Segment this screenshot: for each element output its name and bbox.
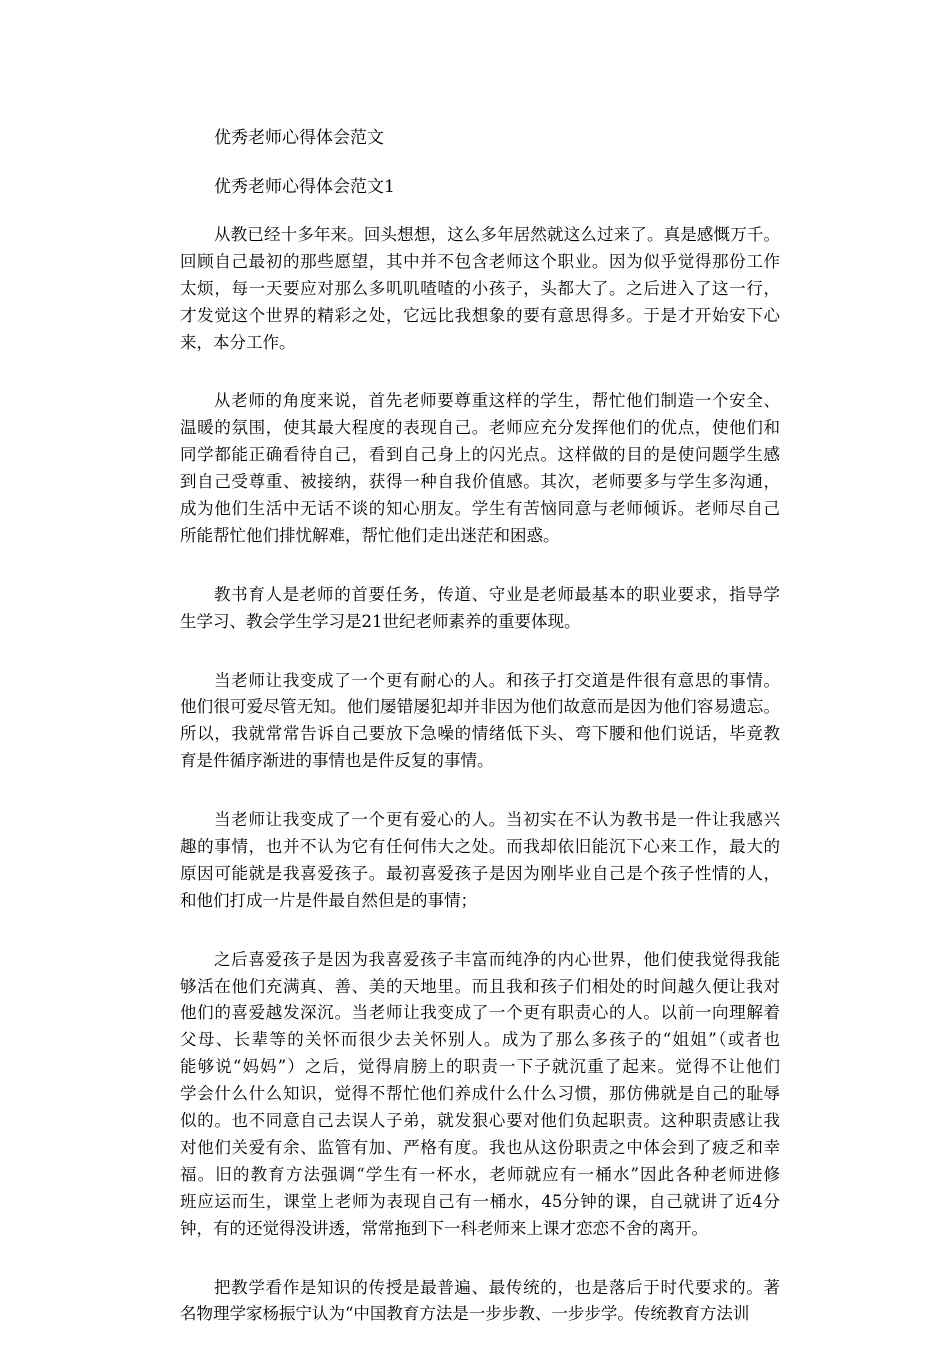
- paragraph-line: 才发觉这个世界的精彩之处，它远比我想象的要有意思得多。于是才开始安下心: [180, 305, 780, 325]
- paragraph-line: 从老师的角度来说，首先老师要尊重这样的学生，帮忙他们制造一个安全、: [214, 391, 780, 411]
- body-paragraph: [180, 222, 780, 356]
- paragraph-line: 温暖的氛围，使其最大程度的表现自己。老师应充分发挥他们的优点，使他们和: [180, 418, 780, 438]
- paragraph-line: 原因可能就是我喜爱孩子。最初喜爱孩子是因为刚毕业自己是个孩子性情的人，: [180, 863, 780, 883]
- body-paragraph: [180, 947, 780, 1243]
- paragraph-line: 和他们打成一片是件最自然但是的事情；: [180, 890, 477, 910]
- paragraph-line: 趣的事情，也并不认为它有任何伟大之处。而我却依旧能沉下心来工作，最大的: [180, 837, 780, 857]
- paragraph-line: 够活在他们充满真、善、美的天地里。而且我和孩子们相处的时间越久便让我对: [180, 976, 780, 996]
- body-paragraph: [180, 668, 780, 776]
- body-paragraph: [180, 1275, 780, 1329]
- paragraph-line: 成为他们生活中无话不谈的知心朋友。学生有苦恼同意与老师倾诉。老师尽自己: [180, 499, 780, 519]
- paragraph-line: 来，本分工作。: [180, 332, 296, 352]
- paragraph-line: 太烦，每一天要应对那么多叽叽喳喳的小孩子，头都大了。之后进入了这一行，: [180, 278, 780, 298]
- paragraph-line: 到自己受尊重、被接纳，获得一种自我价值感。其次，老师要多与学生多沟通，: [180, 472, 780, 492]
- paragraph-line: 生学习、教会学生学习是21世纪老师素养的重要体现。: [180, 611, 581, 631]
- body-paragraph: [180, 582, 780, 636]
- paragraph-line: 他们的喜爱越发深沉。当老师让我变成了一个更有职责心的人。以前一向理解着: [180, 1003, 780, 1023]
- paragraph-line: 当老师让我变成了一个更有爱心的人。当初实在不认为教书是一件让我感兴: [214, 810, 780, 830]
- paragraph-line: 福。旧的教育方法强调“学生有一杯水，老师就应有一桶水”因此各种老师进修: [180, 1164, 780, 1184]
- paragraph-line: 育是件循序渐进的事情也是件反复的事情。: [180, 751, 494, 771]
- paragraph-line: 之后喜爱孩子是因为我喜爱孩子丰富而纯净的内心世界，他们使我觉得我能: [214, 949, 780, 969]
- paragraph-line: 所以，我就常常告诉自己要放下急噪的情绪低下头、弯下腰和他们说话，毕竟教: [180, 724, 780, 744]
- paragraph-line: 当老师让我变成了一个更有耐心的人。和孩子打交道是件很有意思的事情。: [214, 670, 780, 690]
- paragraph-line: 他们很可爱尽管无知。他们屡错屡犯却并非因为他们故意而是因为他们容易遗忘。: [180, 697, 780, 717]
- paragraph-line: 名物理学家杨振宁认为“中国教育方法是一步步教、一步步学。传统教育方法训: [180, 1304, 750, 1324]
- section-title: 优秀老师心得体会范文1: [214, 177, 395, 197]
- paragraph-line: 似的。也不同意自己去误人子弟，就发狠心要对他们负起职责。这种职责感让我: [180, 1111, 780, 1131]
- paragraph-line: 回顾自己最初的那些愿望，其中并不包含老师这个职业。因为似乎觉得那份工作: [180, 251, 780, 271]
- paragraph-line: 对他们关爱有余、监管有加、严格有度。我也从这份职责之中体会到了疲乏和幸: [180, 1137, 780, 1157]
- paragraph-line: 所能帮忙他们排忧解难，帮忙他们走出迷茫和困惑。: [180, 525, 560, 545]
- paragraph-line: 父母、长辈等的关怀而很少去关怀别人。成为了那么多孩子的“姐姐”（或者也: [180, 1030, 780, 1050]
- document-body: [180, 222, 780, 1360]
- paragraph-line: 从教已经十多年来。回头想想，这么多年居然就这么过来了。真是感慨万千。: [214, 225, 780, 244]
- paragraph-line: 学会什么什么知识，觉得不帮忙他们养成什么什么习惯，那仿佛就是自己的耻辱: [180, 1084, 780, 1104]
- paragraph-line: 班应运而生，课堂上老师为表现自己有一桶水，45分钟的课，自己就讲了近4分: [180, 1191, 780, 1211]
- paragraph-line: 钟，有的还觉得没讲透，常常拖到下一科老师来上课才恋恋不舍的离开。: [180, 1218, 708, 1238]
- document-title: 优秀老师心得体会范文: [214, 128, 384, 148]
- paragraph-line: 能够说“妈妈”）之后，觉得肩膀上的职责一下子就沉重了起来。觉得不让他们: [180, 1057, 780, 1077]
- paragraph-line: 把教学看作是知识的传授是最普遍、最传统的，也是落后于时代要求的。著: [214, 1277, 780, 1297]
- body-paragraph: [180, 388, 780, 549]
- paragraph-line: 同学都能正确看待自己，看到自己身上的闪光点。这样做的目的是使问题学生感: [180, 445, 780, 465]
- paragraph-line: 教书育人是老师的首要任务，传道、守业是老师最基本的职业要求，指导学: [214, 584, 780, 604]
- body-paragraph: [180, 807, 780, 915]
